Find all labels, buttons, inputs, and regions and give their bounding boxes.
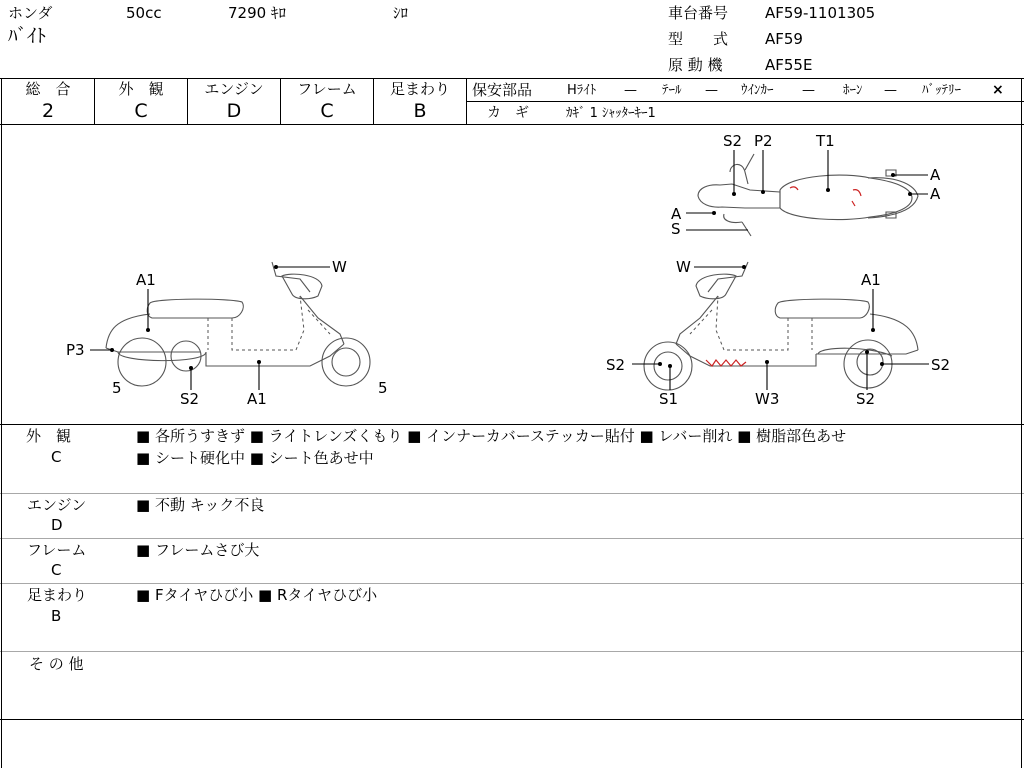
key-value: ｶｷﾞ 1 ｼｬｯﾀｰｷｰ1	[566, 106, 656, 121]
remarks-suspension-grade: B	[51, 607, 62, 625]
remarks-frame-label: フレーム	[27, 541, 87, 559]
safety-mark-headlight: —	[624, 83, 637, 98]
displacement: 50cc	[126, 4, 162, 22]
label-w: W	[676, 258, 691, 276]
overall-grade-label: 総 合	[25, 80, 71, 98]
engine-model-label: 原 動 機	[668, 56, 723, 74]
divider	[0, 493, 1024, 494]
safety-mark-battery: ×	[992, 82, 1004, 98]
suspension-grade-label: 足まわり	[389, 80, 450, 98]
remarks-frame-line: ■ フレームさび大	[136, 541, 260, 559]
right-view-labels	[606, 258, 950, 408]
exterior-grade-value: C	[134, 100, 148, 122]
safety-item-tail: ﾃｰﾙ	[662, 83, 682, 98]
model-name: ﾊﾞｲﾄ	[8, 25, 47, 47]
safety-item-headlight: Hﾗｲﾄ	[567, 83, 597, 98]
remarks-engine-line: ■ 不動 キック不良	[136, 496, 265, 514]
label-p2: P2	[754, 132, 773, 150]
remarks-exterior-label: 外 観	[26, 427, 72, 445]
label-5: 5	[378, 379, 388, 397]
mileage: 7290 ｷﾛ	[228, 4, 286, 22]
remarks-engine-label: エンジン	[27, 496, 87, 514]
label-w: W	[332, 258, 347, 276]
safety-item-battery: ﾊﾞｯﾃﾘｰ	[922, 83, 961, 98]
color: ｼﾛ	[393, 4, 409, 22]
top-view-scooter	[698, 154, 918, 236]
label-a: A	[930, 185, 941, 203]
type-value: AF59	[765, 30, 803, 48]
label-p3: P3	[66, 341, 85, 359]
safety-mark-tail: —	[705, 83, 718, 98]
engine-grade-label: エンジン	[204, 80, 264, 98]
engine-grade-value: D	[226, 100, 242, 122]
label-s2: S2	[180, 390, 200, 408]
label-s2: S2	[723, 132, 743, 150]
key-label: カ ギ	[487, 105, 529, 121]
label-5: 5	[112, 379, 122, 397]
remarks-other-label: そ の 他	[29, 655, 84, 673]
label-a1: A1	[136, 271, 156, 289]
divider	[466, 78, 467, 124]
maker: ホンダ	[8, 4, 53, 22]
label-a: A	[930, 166, 941, 184]
frame-no: AF59-1101305	[765, 4, 876, 22]
safety-label: 保安部品	[472, 81, 533, 99]
frame-grade-value: C	[320, 100, 334, 122]
label-t1: T1	[816, 132, 835, 150]
remarks-exterior-grade: C	[51, 448, 62, 466]
safety-item-winker: ｳｲﾝｶｰ	[741, 83, 774, 98]
safety-mark-winker: —	[802, 83, 815, 98]
divider	[0, 719, 1024, 720]
frame-grade-label: フレーム	[297, 80, 357, 98]
remarks-suspension-line: ■ Fタイヤひび小 ■ Rタイヤひび小	[136, 586, 378, 604]
divider	[0, 78, 1024, 79]
label-a1: A1	[861, 271, 881, 289]
exterior-grade-label: 外 観	[118, 80, 164, 98]
label-a: A	[671, 205, 682, 223]
damage-diagram	[0, 125, 1024, 424]
overall-grade-value: 2	[41, 100, 55, 122]
engine-model-value: AF55E	[765, 56, 813, 74]
divider	[0, 424, 1024, 425]
safety-mark-horn: —	[884, 83, 897, 98]
type-label: 型 式	[668, 30, 729, 48]
remarks-exterior-line: ■ シート硬化中 ■ シート色あせ中	[136, 449, 374, 467]
label-a1: A1	[247, 390, 267, 408]
label-s2: S2	[931, 356, 951, 374]
label-s2: S2	[856, 390, 876, 408]
label-w3: W3	[755, 390, 780, 408]
divider	[0, 583, 1024, 584]
divider	[0, 538, 1024, 539]
divider	[0, 651, 1024, 652]
suspension-grade-value: B	[413, 100, 427, 122]
label-s: S	[671, 220, 681, 238]
divider	[467, 101, 1024, 102]
label-s1: S1	[659, 390, 679, 408]
remarks-engine-grade: D	[51, 516, 63, 534]
safety-item-horn: ﾎｰﾝ	[843, 83, 863, 98]
label-s2: S2	[606, 356, 626, 374]
remarks-frame-grade: C	[51, 561, 62, 579]
remarks-exterior-line: ■ 各所うすきず ■ ライトレンズくもり ■ インナーカバーステッカー貼付 ■ レバー削れ ■ 樹脂部色あせ	[136, 427, 847, 445]
remarks-suspension-label: 足まわり	[27, 586, 88, 604]
frame-no-label: 車台番号	[668, 4, 729, 22]
